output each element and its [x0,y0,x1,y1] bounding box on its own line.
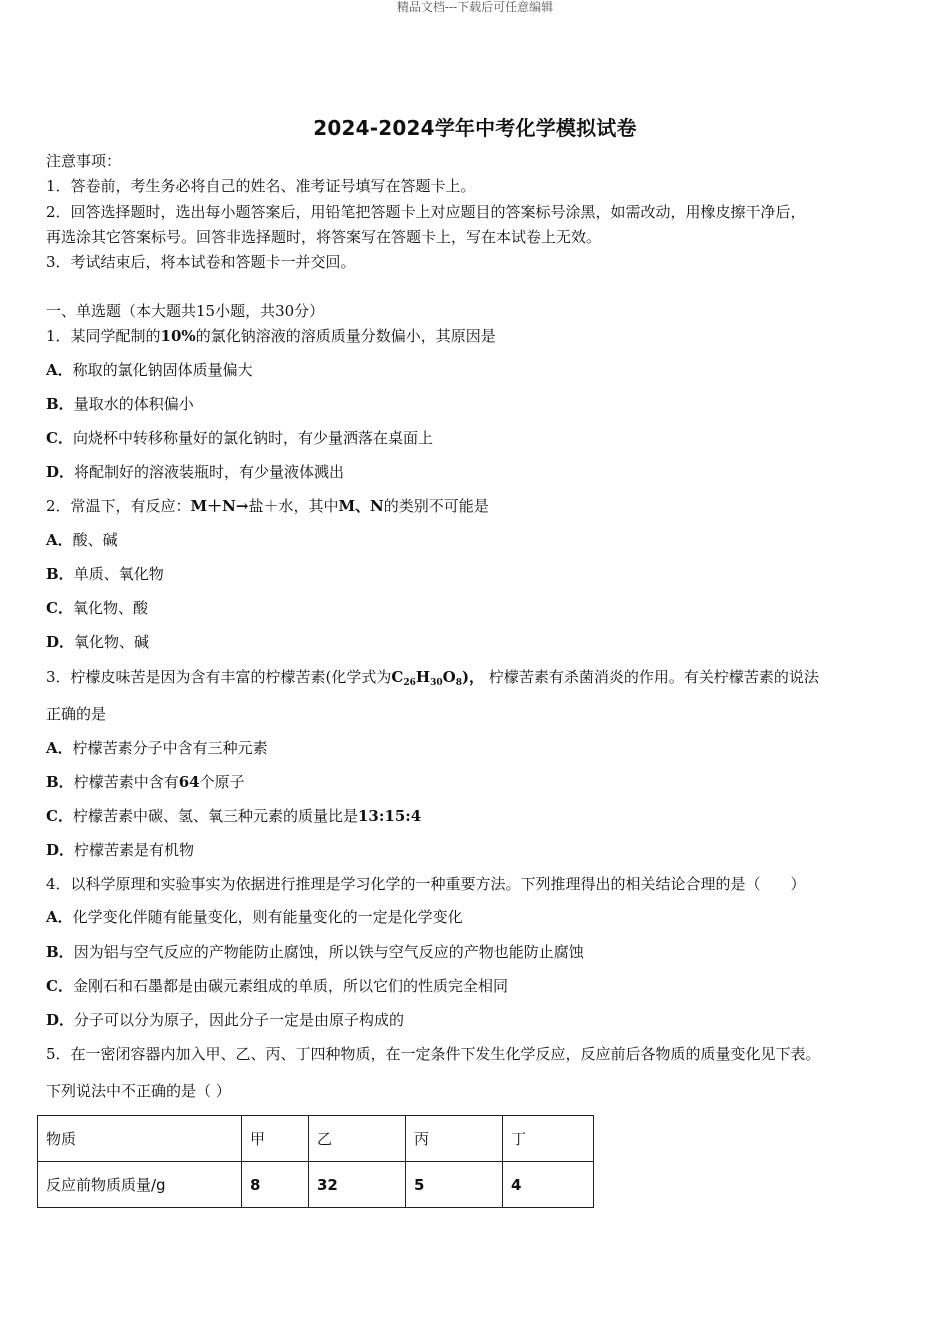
formula-subscript: 8 [455,678,462,688]
question-1-option-b [46,394,194,414]
option-text: 分子可以分为原子，因此分子一定是由原子构成的 [74,1011,405,1029]
stem-text: 1．某同学配制的 [46,327,161,345]
stem-text: 柠檬苦素有杀菌消炎的作用。有关柠檬苦素的说法 [484,668,819,686]
question-1-stem [46,326,496,346]
option-letter: D． [46,463,75,481]
question-4-option-b [46,942,584,962]
table-cell: 丙 [406,1116,503,1162]
table-cell: 乙 [309,1116,406,1162]
question-4-option-a [46,907,463,927]
option-text: 氧化物、酸 [72,599,148,617]
notice-item: 1．答卷前，考生务必将自己的姓名、准考证号填写在答题卡上。 [46,177,476,195]
option-text: 酸、碱 [72,531,118,549]
stem-text: 2．常温下，有反应： [46,497,191,515]
question-2-option-d [46,632,149,652]
table-row [38,1162,594,1208]
option-letter: C． [46,807,73,825]
formula-subscript: 30 [430,678,443,688]
stem-bold: M＋N→ [190,497,249,515]
option-text: 柠檬苦素中碳、氢、氧三种元素的质量比是 [72,807,358,825]
question-2-option-c [46,598,148,618]
option-letter: B． [46,565,74,583]
page-title: 2024-2024学年中考化学模拟试卷 [313,116,637,140]
option-text: 柠檬苦素分子中含有三种元素 [72,739,268,757]
option-letter: A． [46,908,73,926]
formula-element: H [415,668,431,686]
option-text: 个原子 [199,773,245,791]
question-3-option-c [46,806,421,826]
notice-heading: 注意事项： [46,152,122,170]
option-text: 因为铝与空气反应的产物能防止腐蚀，所以铁与空气反应的产物也能防止腐蚀 [73,943,584,961]
option-text: 化学变化伴随有能量变化，则有能量变化的一定是化学变化 [72,908,463,926]
option-number: 13:15:4 [357,807,422,825]
formula-element: O [442,668,456,686]
question-3-option-d [46,840,194,860]
option-text: 量取水的体积偏小 [73,395,194,413]
option-text: 金刚石和石墨都是由碳元素组成的单质，所以它们的性质完全相同 [72,977,508,995]
table-cell: 甲 [242,1116,309,1162]
question-2-option-a [46,530,118,550]
table-cell: 物质 [38,1116,242,1162]
question-4-option-d [46,1010,404,1030]
option-letter: C． [46,429,73,447]
table-cell: 丁 [503,1116,594,1162]
stem-bold: M、N [338,497,384,515]
question-3-option-b [46,772,245,792]
question-1-option-d [46,462,344,482]
table-cell: 32 [309,1162,406,1208]
stem-text: 的类别不可能是 [383,497,489,515]
chemical-formula [391,668,484,686]
question-5-stem: 5．在一密闭容器内加入甲、乙、丙、丁四种物质，在一定条件下发生化学反应，反应前后各物质的质量变化见下表。 [46,1045,821,1063]
question-3-option-a [46,738,268,758]
option-number: 64 [178,773,200,791]
notice-item: 3．考试结束后，将本试卷和答题卡一并交回。 [46,253,356,271]
formula-subscript: 26 [403,678,416,688]
table-cell: 反应前物质质量/g [38,1162,242,1208]
question-2-stem [46,496,489,516]
table-cell: 8 [242,1162,309,1208]
question-1-option-a [46,360,253,380]
option-text: 单质、氧化物 [73,565,164,583]
option-letter: A． [46,361,73,379]
option-letter: D． [46,633,75,651]
option-letter: B． [46,943,74,961]
option-letter: B． [46,773,74,791]
option-text: 向烧杯中转移称量好的氯化钠时，有少量洒落在桌面上 [72,429,433,447]
question-3-stem-line2: 正确的是 [46,705,107,723]
question-2-option-b [46,564,164,584]
formula-close: )， [461,668,485,686]
option-text: 将配制好的溶液装瓶时，有少量液体溅出 [74,463,345,481]
question-4-stem: 4．以科学原理和实验事实为依据进行推理是学习化学的一种重要方法。下列推理得出的相关结论合理的是（ ） [46,875,806,893]
option-letter: B． [46,395,74,413]
option-letter: C． [46,977,73,995]
option-text: 柠檬苦素中含有 [73,773,179,791]
option-letter: A． [46,739,73,757]
option-letter: C． [46,599,73,617]
question-3-stem [46,667,819,687]
header-note: 精品文档---下载后可任意编辑 [396,0,554,14]
stem-bold: 10% [160,327,196,345]
option-letter: D． [46,841,75,859]
table-header-row [38,1116,594,1162]
option-text: 氧化物、碱 [74,633,150,651]
option-letter: A． [46,531,73,549]
notice-item: 再选涂其它答案标号。回答非选择题时，将答案写在答题卡上，写在本试卷上无效。 [46,228,602,246]
option-text: 柠檬苦素是有机物 [74,841,195,859]
mass-table [37,1115,594,1208]
table-cell: 5 [406,1162,503,1208]
option-letter: D． [46,1011,75,1029]
notice-item: 2．回答选择题时，选出每小题答案后，用铅笔把答题卡上对应题目的答案标号涂黑，如需改动，用橡皮擦干净后， [46,203,806,221]
stem-text: 的氯化钠溶液的溶质质量分数偏小，其原因是 [195,327,496,345]
question-1-option-c [46,428,433,448]
question-5-stem-line2: 下列说法中不正确的是（ ） [46,1082,231,1100]
stem-text: 3．柠檬皮味苦是因为含有丰富的柠檬苦素(化学式为 [46,668,392,686]
formula-element: C [391,668,404,686]
section-heading: 一、单选题（本大题共15小题，共30分） [46,302,325,320]
table-cell: 4 [503,1162,594,1208]
question-4-option-c [46,976,508,996]
stem-text: 盐＋水，其中 [248,497,339,515]
option-text: 称取的氯化钠固体质量偏大 [72,361,253,379]
